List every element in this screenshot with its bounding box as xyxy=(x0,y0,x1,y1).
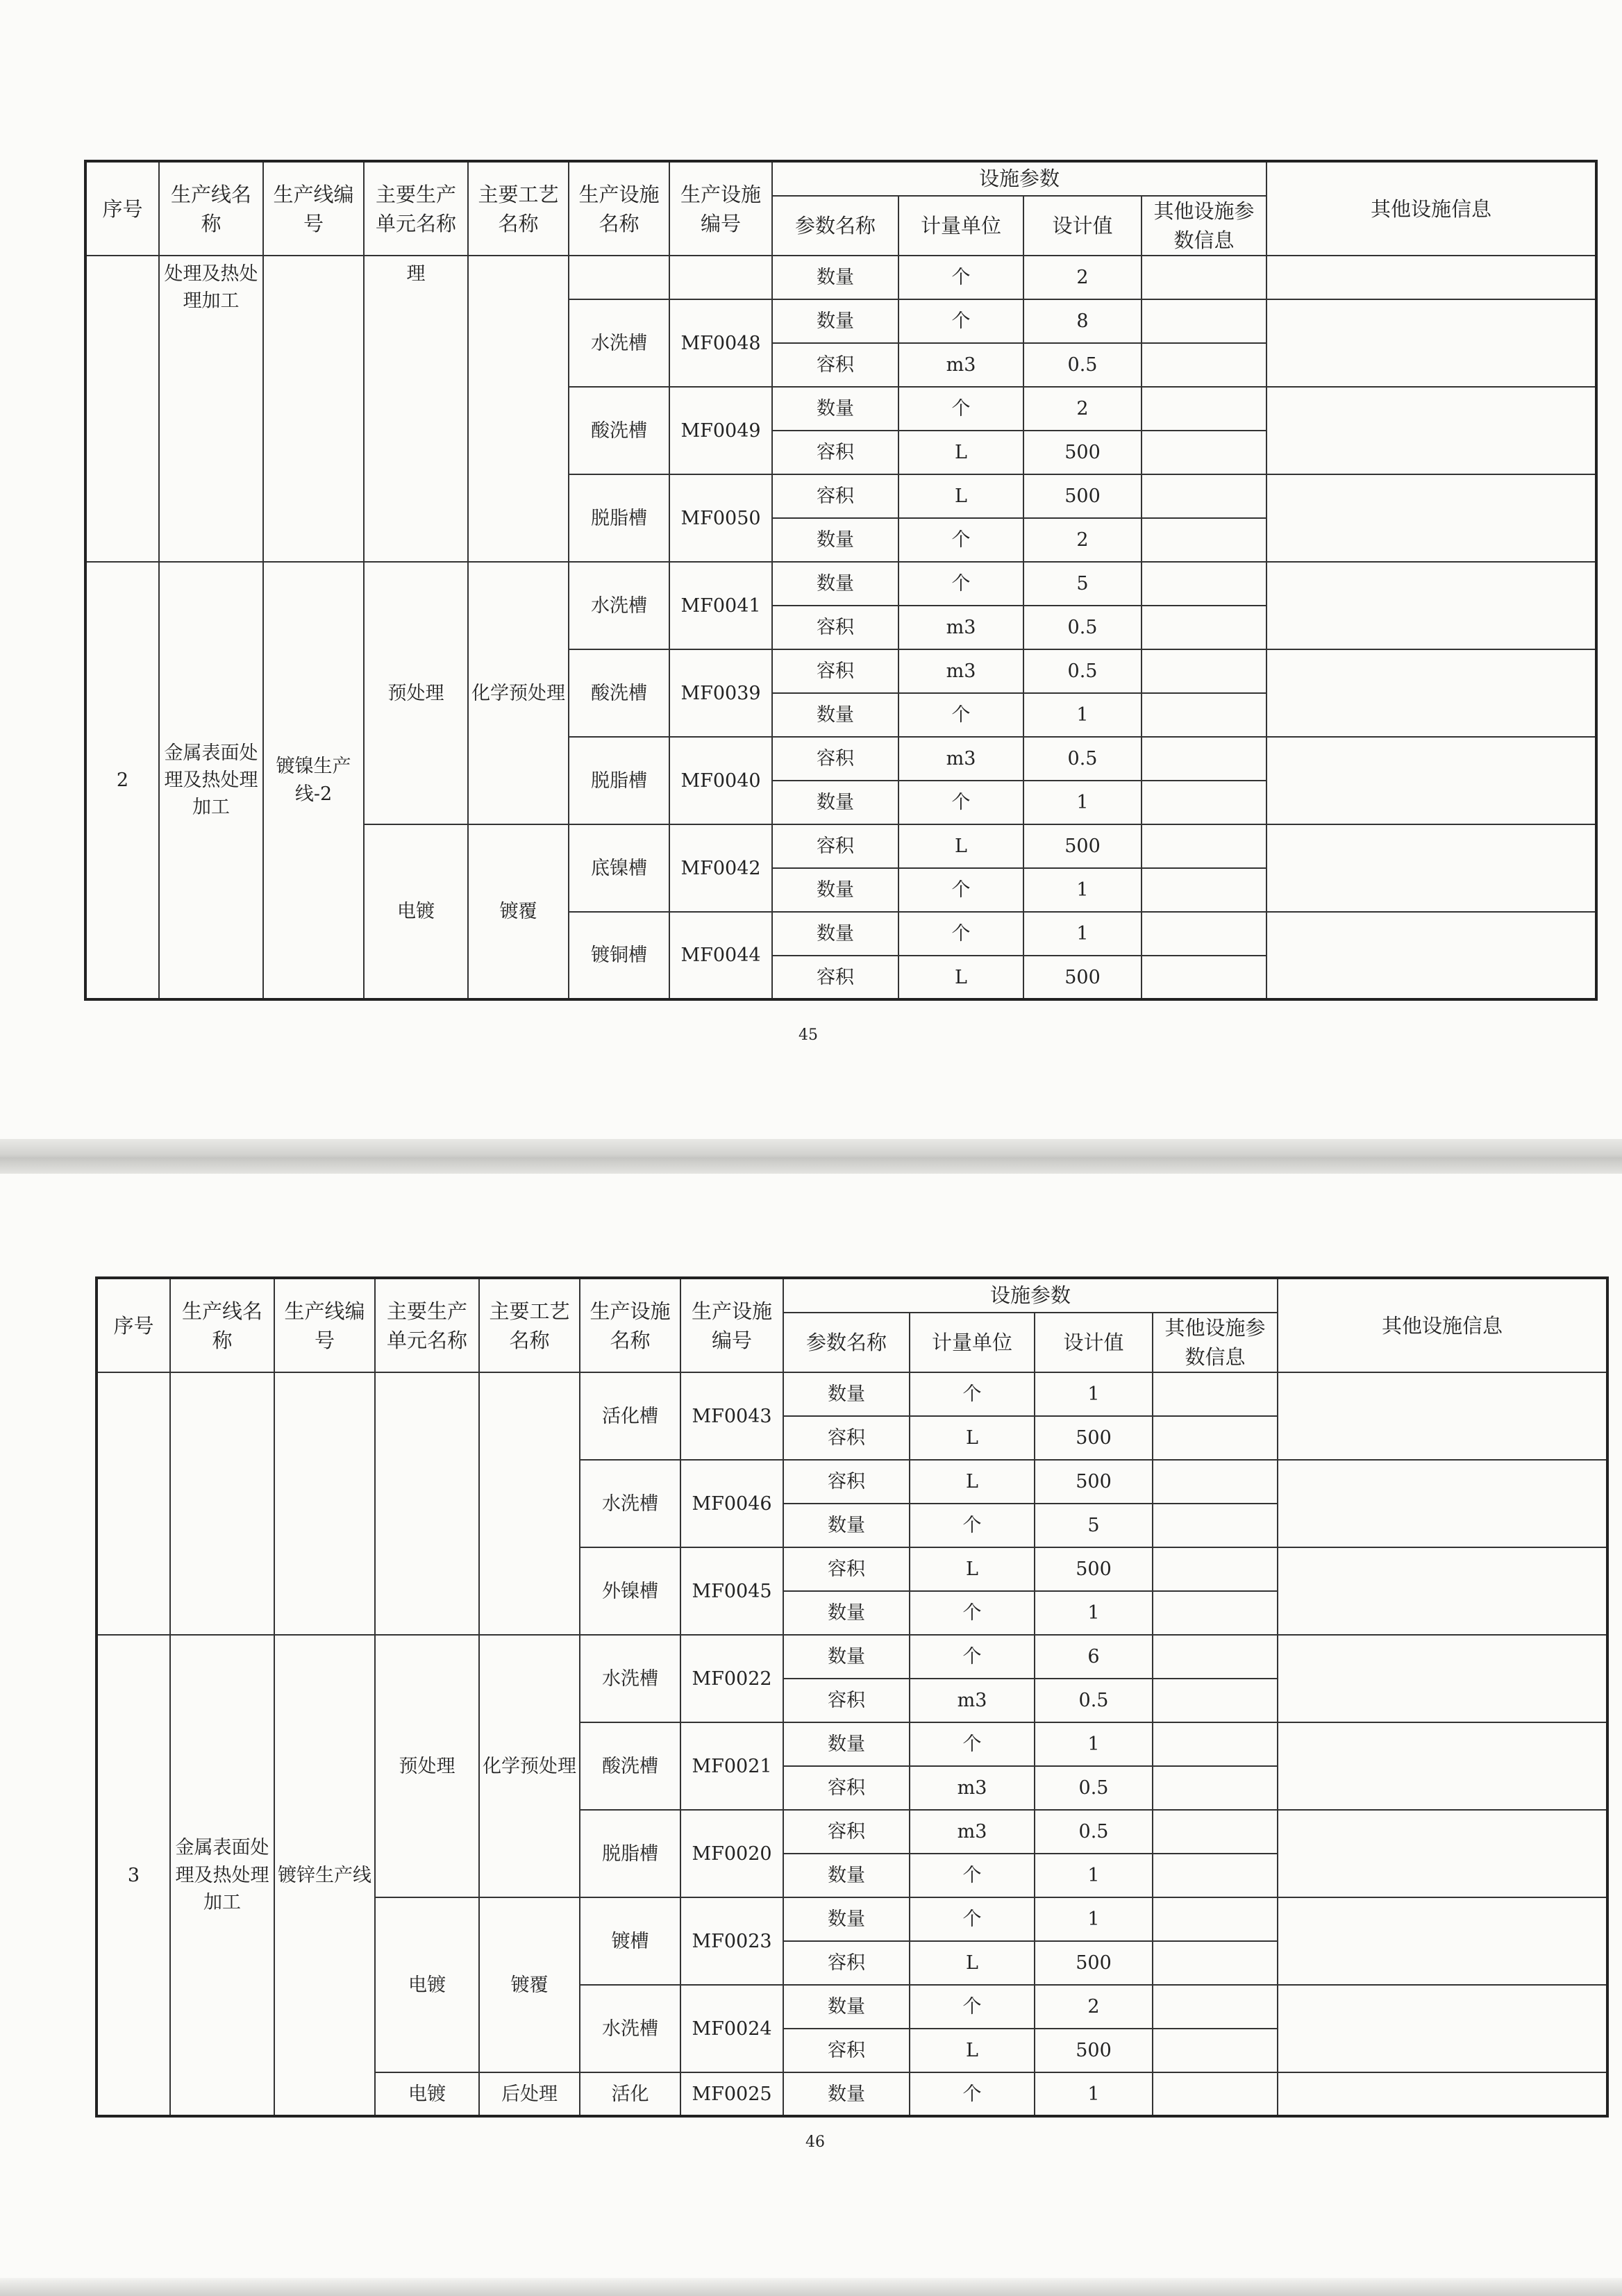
cell-facility-name: 脱脂槽 xyxy=(569,737,669,824)
cell-design-value: 500 xyxy=(1035,1416,1153,1460)
cell-param-name: 数量 xyxy=(783,2072,910,2116)
header-other-params: 其他设施参数信息 xyxy=(1142,196,1266,256)
cell-line-name xyxy=(170,1372,274,1635)
cell-param-unit: 个 xyxy=(898,387,1023,431)
cell-other-params xyxy=(1142,693,1266,737)
cell-other-info xyxy=(1278,2072,1607,2116)
cell-facility-name xyxy=(569,256,669,299)
cell-other-info xyxy=(1278,1635,1607,1722)
cell-unit: 电镀 xyxy=(375,2072,479,2116)
cell-param-unit: 个 xyxy=(910,1591,1035,1635)
cell-param-unit: m3 xyxy=(898,737,1023,781)
cell-param-unit: 个 xyxy=(910,1504,1035,1547)
cell-facility-name: 镀铜槽 xyxy=(569,912,669,999)
cell-design-value: 8 xyxy=(1023,299,1142,343)
cell-design-value: 0.5 xyxy=(1023,649,1142,693)
cell-process: 化学预处理 xyxy=(479,1635,580,1897)
cell-facility-name: 外镍槽 xyxy=(580,1547,680,1635)
cell-design-value: 0.5 xyxy=(1023,606,1142,649)
cell-other-params xyxy=(1153,1372,1278,1416)
cell-param-unit: m3 xyxy=(898,649,1023,693)
cell-other-params xyxy=(1153,2029,1278,2072)
cell-design-value: 1 xyxy=(1023,781,1142,824)
cell-param-name: 数量 xyxy=(772,781,898,824)
cell-other-params xyxy=(1153,1766,1278,1810)
cell-facility-code: MF0021 xyxy=(680,1722,783,1810)
cell-facility-name: 水洗槽 xyxy=(569,562,669,649)
header-params-group: 设施参数 xyxy=(772,161,1266,196)
cell-param-unit: 个 xyxy=(910,1985,1035,2029)
cell-line-name: 金属表面处理及热处理加工 xyxy=(159,562,263,999)
cell-param-unit: 个 xyxy=(898,781,1023,824)
cell-param-unit: m3 xyxy=(898,606,1023,649)
cell-design-value: 500 xyxy=(1023,956,1142,999)
cell-param-unit: L xyxy=(910,1941,1035,1985)
cell-other-info xyxy=(1266,562,1596,649)
cell-unit: 电镀 xyxy=(364,824,468,999)
cell-other-info xyxy=(1266,387,1596,474)
cell-design-value: 500 xyxy=(1035,1547,1153,1591)
cell-facility-name: 酸洗槽 xyxy=(569,649,669,737)
header-param-unit: 计量单位 xyxy=(910,1313,1035,1372)
cell-param-unit: m3 xyxy=(910,1810,1035,1854)
cell-param-unit: L xyxy=(898,474,1023,518)
cell-param-name: 数量 xyxy=(783,1372,910,1416)
cell-facility-name: 水洗槽 xyxy=(580,1985,680,2072)
header-params-group: 设施参数 xyxy=(783,1278,1278,1313)
cell-process xyxy=(468,256,569,562)
cell-other-info xyxy=(1266,256,1596,299)
cell-design-value: 1 xyxy=(1035,1854,1153,1897)
cell-process xyxy=(479,1372,580,1635)
cell-facility-code: MF0046 xyxy=(680,1460,783,1547)
cell-other-info xyxy=(1266,737,1596,824)
cell-seq xyxy=(97,1372,170,1635)
cell-facility-code: MF0048 xyxy=(669,299,772,387)
cell-other-params xyxy=(1153,1941,1278,1985)
scan-edge-shadow xyxy=(0,2278,1622,2296)
cell-unit: 电镀 xyxy=(375,1897,479,2072)
cell-param-unit: 个 xyxy=(910,1897,1035,1941)
cell-other-params xyxy=(1153,1985,1278,2029)
cell-param-unit: 个 xyxy=(910,2072,1035,2116)
cell-design-value: 0.5 xyxy=(1023,737,1142,781)
cell-facility-name: 活化 xyxy=(580,2072,680,2116)
cell-param-name: 数量 xyxy=(783,1591,910,1635)
cell-param-unit: 个 xyxy=(910,1635,1035,1679)
cell-design-value: 500 xyxy=(1023,824,1142,868)
cell-design-value: 500 xyxy=(1035,1460,1153,1504)
cell-other-params xyxy=(1142,343,1266,387)
cell-unit xyxy=(375,1372,479,1635)
cell-param-name: 容积 xyxy=(783,1766,910,1810)
cell-param-unit: L xyxy=(898,824,1023,868)
cell-other-params xyxy=(1142,824,1266,868)
page-45 xyxy=(0,0,1622,1139)
cell-param-unit: m3 xyxy=(910,1679,1035,1722)
cell-param-name: 数量 xyxy=(783,1854,910,1897)
cell-param-unit: 个 xyxy=(898,562,1023,606)
cell-unit: 预处理 xyxy=(375,1635,479,1897)
cell-other-info xyxy=(1278,1810,1607,1897)
cell-facility-code: MF0042 xyxy=(669,824,772,912)
cell-process: 镀覆 xyxy=(479,1897,580,2072)
cell-facility-code: MF0049 xyxy=(669,387,772,474)
cell-unit: 理 xyxy=(364,256,468,562)
header-line-code: 生产线编号 xyxy=(274,1278,375,1372)
cell-other-params xyxy=(1153,1635,1278,1679)
cell-param-unit: 个 xyxy=(898,912,1023,956)
cell-process: 后处理 xyxy=(479,2072,580,2116)
cell-other-info xyxy=(1278,1897,1607,1985)
cell-param-name: 容积 xyxy=(783,1941,910,1985)
facility-table-page-46 xyxy=(95,1276,1609,2118)
cell-other-params xyxy=(1142,518,1266,562)
header-param-name: 参数名称 xyxy=(772,196,898,256)
cell-other-params xyxy=(1142,649,1266,693)
cell-param-name: 数量 xyxy=(783,1635,910,1679)
cell-process: 化学预处理 xyxy=(468,562,569,824)
cell-facility-name: 脱脂槽 xyxy=(569,474,669,562)
header-param-unit: 计量单位 xyxy=(898,196,1023,256)
cell-other-params xyxy=(1153,1416,1278,1460)
cell-other-info xyxy=(1266,474,1596,562)
cell-param-unit: 个 xyxy=(898,299,1023,343)
cell-facility-code: MF0039 xyxy=(669,649,772,737)
cell-line-code: 镀锌生产线 xyxy=(274,1635,375,2116)
cell-design-value: 1 xyxy=(1023,868,1142,912)
cell-design-value: 2 xyxy=(1035,1985,1153,2029)
header-line-name: 生产线名称 xyxy=(159,161,263,256)
cell-other-params xyxy=(1153,1679,1278,1722)
header-line-name: 生产线名称 xyxy=(170,1278,274,1372)
cell-facility-code: MF0041 xyxy=(669,562,772,649)
cell-facility-code: MF0044 xyxy=(669,912,772,999)
header-design-value: 设计值 xyxy=(1023,196,1142,256)
header-param-name: 参数名称 xyxy=(783,1313,910,1372)
cell-other-params xyxy=(1153,1810,1278,1854)
cell-design-value: 500 xyxy=(1035,1941,1153,1985)
cell-design-value: 1 xyxy=(1035,1372,1153,1416)
cell-facility-code: MF0050 xyxy=(669,474,772,562)
cell-param-name: 数量 xyxy=(772,299,898,343)
cell-param-unit: L xyxy=(910,1460,1035,1504)
cell-param-unit: 个 xyxy=(910,1854,1035,1897)
cell-param-name: 数量 xyxy=(772,518,898,562)
cell-design-value: 1 xyxy=(1035,1722,1153,1766)
cell-design-value: 0.5 xyxy=(1035,1679,1153,1722)
cell-design-value: 5 xyxy=(1023,562,1142,606)
cell-design-value: 5 xyxy=(1035,1504,1153,1547)
header-seq: 序号 xyxy=(85,161,159,256)
page-gutter xyxy=(0,1139,1622,1174)
cell-seq: 3 xyxy=(97,1635,170,2116)
cell-design-value: 500 xyxy=(1023,431,1142,474)
cell-seq: 2 xyxy=(85,562,159,999)
cell-param-unit: 个 xyxy=(898,693,1023,737)
cell-param-name: 容积 xyxy=(772,474,898,518)
cell-other-params xyxy=(1142,474,1266,518)
header-facility-code: 生产设施编号 xyxy=(680,1278,783,1372)
cell-line-code: 镀镍生产线-2 xyxy=(263,562,364,999)
cell-design-value: 6 xyxy=(1035,1635,1153,1679)
cell-design-value: 500 xyxy=(1023,474,1142,518)
cell-other-params xyxy=(1142,387,1266,431)
cell-facility-name: 水洗槽 xyxy=(569,299,669,387)
cell-param-name: 数量 xyxy=(772,387,898,431)
cell-facility-code: MF0045 xyxy=(680,1547,783,1635)
cell-facility-name: 酸洗槽 xyxy=(580,1722,680,1810)
cell-param-unit: m3 xyxy=(910,1766,1035,1810)
cell-param-name: 数量 xyxy=(772,562,898,606)
cell-design-value: 1 xyxy=(1035,2072,1153,2116)
cell-facility-code: MF0023 xyxy=(680,1897,783,1985)
cell-facility-code xyxy=(669,256,772,299)
header-facility-name: 生产设施名称 xyxy=(569,161,669,256)
cell-param-name: 数量 xyxy=(772,693,898,737)
cell-facility-name: 底镍槽 xyxy=(569,824,669,912)
facility-table-page-45 xyxy=(84,160,1598,1001)
cell-facility-code: MF0020 xyxy=(680,1810,783,1897)
cell-param-name: 数量 xyxy=(772,868,898,912)
cell-param-name: 容积 xyxy=(772,824,898,868)
cell-design-value: 2 xyxy=(1023,518,1142,562)
cell-seq xyxy=(85,256,159,562)
cell-param-name: 容积 xyxy=(783,1810,910,1854)
header-process: 主要工艺名称 xyxy=(479,1278,580,1372)
cell-param-name: 数量 xyxy=(772,912,898,956)
cell-design-value: 1 xyxy=(1035,1591,1153,1635)
header-unit: 主要生产单元名称 xyxy=(375,1278,479,1372)
cell-param-unit: 个 xyxy=(898,518,1023,562)
cell-param-unit: L xyxy=(910,1416,1035,1460)
cell-param-unit: m3 xyxy=(898,343,1023,387)
cell-design-value: 0.5 xyxy=(1023,343,1142,387)
cell-param-unit: 个 xyxy=(910,1722,1035,1766)
cell-other-params xyxy=(1142,431,1266,474)
cell-other-params xyxy=(1142,562,1266,606)
cell-param-unit: 个 xyxy=(898,868,1023,912)
page-number: 46 xyxy=(805,2133,825,2151)
cell-other-params xyxy=(1153,1547,1278,1591)
cell-other-params xyxy=(1153,1504,1278,1547)
cell-facility-code: MF0043 xyxy=(680,1372,783,1460)
cell-other-params xyxy=(1153,1854,1278,1897)
cell-param-name: 容积 xyxy=(772,343,898,387)
header-unit: 主要生产单元名称 xyxy=(364,161,468,256)
cell-facility-name: 镀槽 xyxy=(580,1897,680,1985)
cell-line-code xyxy=(274,1372,375,1635)
cell-facility-name: 酸洗槽 xyxy=(569,387,669,474)
cell-line-name: 处理及热处理加工 xyxy=(159,256,263,562)
cell-facility-name: 水洗槽 xyxy=(580,1635,680,1722)
cell-param-name: 容积 xyxy=(783,1679,910,1722)
header-facility-code: 生产设施编号 xyxy=(669,161,772,256)
cell-other-info xyxy=(1266,299,1596,387)
header-process: 主要工艺名称 xyxy=(468,161,569,256)
cell-facility-code: MF0040 xyxy=(669,737,772,824)
cell-design-value: 2 xyxy=(1023,256,1142,299)
cell-facility-name: 脱脂槽 xyxy=(580,1810,680,1897)
cell-other-params xyxy=(1153,1722,1278,1766)
header-line-code: 生产线编号 xyxy=(263,161,364,256)
cell-param-name: 数量 xyxy=(783,1722,910,1766)
cell-facility-name: 水洗槽 xyxy=(580,1460,680,1547)
cell-other-params xyxy=(1142,737,1266,781)
cell-design-value: 1 xyxy=(1023,693,1142,737)
cell-other-info xyxy=(1266,824,1596,912)
cell-param-name: 数量 xyxy=(783,1985,910,2029)
cell-param-name: 数量 xyxy=(772,256,898,299)
cell-design-value: 0.5 xyxy=(1035,1810,1153,1854)
cell-other-params xyxy=(1153,1591,1278,1635)
cell-other-info xyxy=(1278,1372,1607,1460)
cell-design-value: 0.5 xyxy=(1035,1766,1153,1810)
cell-other-params xyxy=(1153,2072,1278,2116)
cell-other-info xyxy=(1278,1722,1607,1810)
cell-other-params xyxy=(1142,299,1266,343)
cell-param-name: 容积 xyxy=(783,1547,910,1591)
cell-design-value: 2 xyxy=(1023,387,1142,431)
header-seq: 序号 xyxy=(97,1278,170,1372)
cell-facility-code: MF0022 xyxy=(680,1635,783,1722)
header-other-info: 其他设施信息 xyxy=(1278,1278,1607,1372)
page-number: 45 xyxy=(799,1026,818,1044)
cell-other-params xyxy=(1142,956,1266,999)
cell-design-value: 1 xyxy=(1035,1897,1153,1941)
cell-other-params xyxy=(1153,1897,1278,1941)
cell-design-value: 500 xyxy=(1035,2029,1153,2072)
cell-param-name: 容积 xyxy=(772,737,898,781)
cell-param-name: 数量 xyxy=(783,1897,910,1941)
cell-param-unit: L xyxy=(898,431,1023,474)
cell-other-info xyxy=(1278,1985,1607,2072)
cell-other-info xyxy=(1266,649,1596,737)
header-design-value: 设计值 xyxy=(1035,1313,1153,1372)
cell-other-params xyxy=(1142,256,1266,299)
cell-facility-code: MF0024 xyxy=(680,1985,783,2072)
cell-line-code xyxy=(263,256,364,562)
cell-line-name: 金属表面处理及热处理加工 xyxy=(170,1635,274,2116)
cell-other-params xyxy=(1153,1460,1278,1504)
cell-other-params xyxy=(1142,868,1266,912)
cell-other-info xyxy=(1266,912,1596,999)
cell-other-params xyxy=(1142,781,1266,824)
cell-unit: 预处理 xyxy=(364,562,468,824)
cell-param-name: 容积 xyxy=(772,956,898,999)
header-other-params: 其他设施参数信息 xyxy=(1153,1313,1278,1372)
cell-facility-code: MF0025 xyxy=(680,2072,783,2116)
header-other-info: 其他设施信息 xyxy=(1266,161,1596,256)
cell-param-name: 容积 xyxy=(772,649,898,693)
cell-design-value: 1 xyxy=(1023,912,1142,956)
cell-facility-name: 活化槽 xyxy=(580,1372,680,1460)
cell-other-info xyxy=(1278,1547,1607,1635)
cell-other-params xyxy=(1142,606,1266,649)
cell-param-name: 容积 xyxy=(783,1416,910,1460)
cell-param-unit: 个 xyxy=(910,1372,1035,1416)
cell-param-name: 容积 xyxy=(783,2029,910,2072)
header-facility-name: 生产设施名称 xyxy=(580,1278,680,1372)
cell-param-name: 容积 xyxy=(772,431,898,474)
cell-other-info xyxy=(1278,1460,1607,1547)
cell-param-unit: L xyxy=(898,956,1023,999)
cell-other-params xyxy=(1142,912,1266,956)
cell-param-unit: L xyxy=(910,2029,1035,2072)
cell-param-name: 数量 xyxy=(783,1504,910,1547)
cell-param-unit: 个 xyxy=(898,256,1023,299)
cell-param-name: 容积 xyxy=(783,1460,910,1504)
cell-process: 镀覆 xyxy=(468,824,569,999)
cell-param-name: 容积 xyxy=(772,606,898,649)
cell-param-unit: L xyxy=(910,1547,1035,1591)
